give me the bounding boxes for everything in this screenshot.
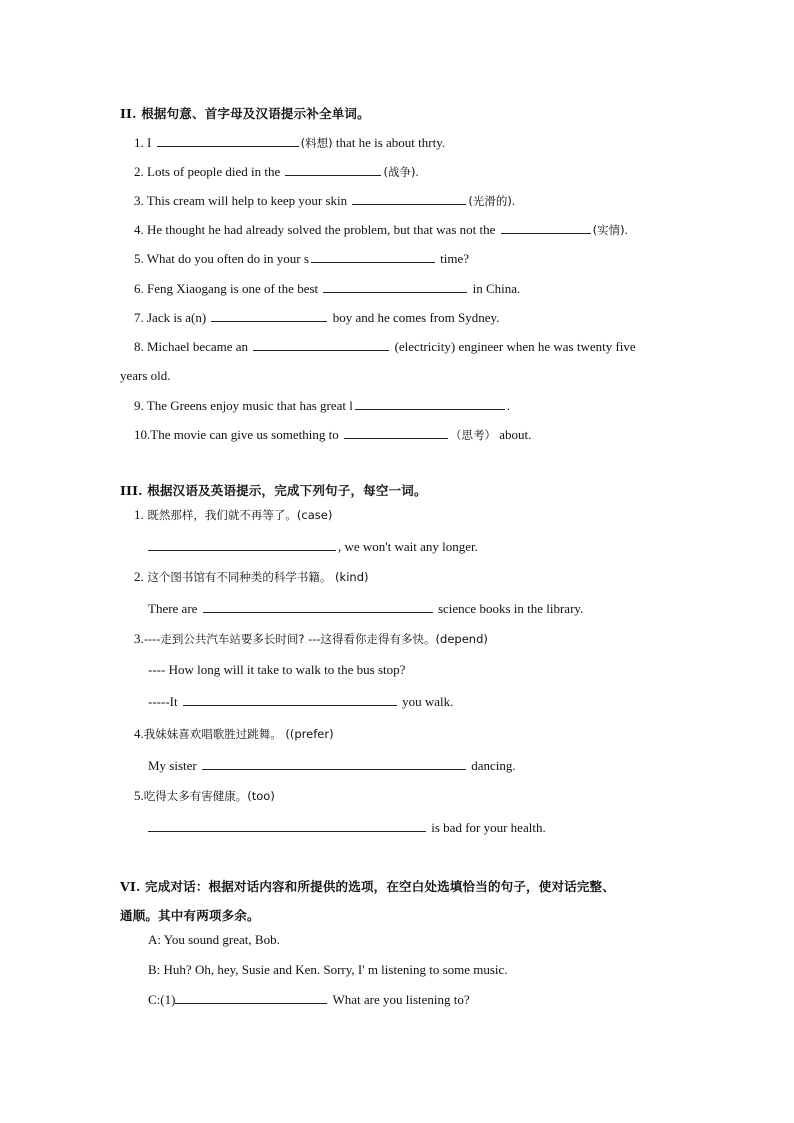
item-text: ---- How long will it take to walk to the bus stop? [148, 662, 406, 677]
item-text: What do you often do in your s [146, 251, 309, 266]
answer-blank[interactable] [202, 757, 466, 770]
s2-item-4 [134, 221, 628, 238]
item-text: , we won't wait any longer. [338, 539, 478, 554]
item-text: is bad for your health. [428, 820, 546, 835]
section-vi-heading: VI. 完成对话：根据对话内容和所提供的选项，在空白处选填恰当的句子，使对话完整、 [120, 879, 615, 894]
s3-prompt-3 [134, 631, 488, 647]
item-hint: （思考） [449, 428, 496, 442]
s3-answer-4 [148, 757, 516, 774]
item-hint: (料想) [300, 136, 333, 150]
item-text: . [624, 222, 628, 237]
s2-item-1 [134, 134, 445, 151]
dialogue-text: C:(1) [148, 992, 176, 1007]
s2-item-7 [134, 309, 499, 326]
dialogue-text: A: You sound great, Bob. [148, 932, 280, 947]
answer-blank[interactable] [344, 426, 448, 439]
item-text: that he is about thrty. [332, 135, 446, 150]
section-iii-heading: III. 根据汉语及英语提示，完成下列句子，每空一词。 [120, 483, 427, 498]
item-text: This cream will help to keep your skin [146, 193, 348, 208]
item-text: time? [436, 251, 470, 266]
item-text: My sister [148, 758, 197, 773]
s3-prompt-2 [134, 569, 368, 585]
item-number: 10. [134, 427, 151, 442]
item-number: 7. [134, 310, 144, 325]
item-prompt: 我妹妹喜欢唱歌胜过跳舞。 ((prefer) [143, 727, 334, 741]
item-number: 4. [134, 222, 144, 237]
item-text: science books in the library. [434, 601, 584, 616]
item-number: 3. [134, 631, 144, 646]
item-number: 4. [134, 726, 144, 741]
item-text: -----It [148, 694, 178, 709]
answer-blank[interactable] [148, 819, 426, 832]
answer-blank[interactable] [157, 134, 299, 147]
item-prompt: 吃得太多有害健康。(too) [143, 789, 275, 803]
section-vi-heading-cont: 通顺。其中有两项多余。 [120, 908, 260, 923]
s3-prompt-5 [134, 788, 275, 804]
answer-blank[interactable] [355, 397, 505, 410]
item-number: 1. [134, 135, 144, 150]
s3-answer-3 [148, 693, 453, 710]
item-text: There are [148, 601, 198, 616]
item-text: I [147, 135, 152, 150]
item-text: you walk. [398, 694, 454, 709]
answer-blank[interactable] [183, 693, 397, 706]
item-text: in China. [469, 281, 521, 296]
item-text: about. [495, 427, 532, 442]
item-text: . [415, 164, 419, 179]
item-text: boy and he comes from Sydney. [329, 310, 500, 325]
s2-item-6 [134, 280, 520, 297]
s3-prompt-1 [134, 507, 332, 523]
s2-item-8 [134, 338, 636, 355]
answer-blank[interactable] [203, 600, 433, 613]
answer-blank[interactable] [175, 991, 327, 1004]
dialogue-line-a [148, 932, 280, 948]
item-number: 5. [134, 788, 144, 803]
item-text: (electricity) engineer when he was twenty five [391, 339, 636, 354]
s3-answer-2 [148, 600, 583, 617]
item-text: Jack is a(n) [147, 310, 207, 325]
s2-item-9 [134, 397, 510, 414]
item-text: The movie can give us something to [150, 427, 339, 442]
item-text: Feng Xiaogang is one of the best [147, 281, 319, 296]
item-number: 2. [134, 569, 144, 584]
item-text: He thought he had already solved the problem, but that was not the [147, 222, 496, 237]
item-text: Lots of people died in the [147, 164, 281, 179]
answer-blank[interactable] [148, 538, 336, 551]
answer-blank[interactable] [311, 250, 435, 263]
item-text: . [511, 193, 516, 208]
item-prompt: ----走到公共汽车站要多长时间? ---这得看你走得有多快。(depend) [143, 632, 488, 646]
s2-item-2 [134, 163, 419, 180]
s2-item-5 [134, 250, 469, 267]
item-number: 3. [134, 193, 144, 208]
answer-blank[interactable] [211, 309, 327, 322]
answer-blank[interactable] [323, 280, 467, 293]
item-text: . [506, 398, 511, 413]
dialogue-line-c [148, 991, 470, 1008]
answer-blank[interactable] [501, 221, 591, 234]
item-hint: (光滑的) [468, 194, 512, 208]
s3-prompt-4 [134, 726, 334, 742]
item-text: The Greens enjoy music that has great l [146, 398, 353, 413]
s3-answer-5 [148, 819, 546, 836]
item-prompt: 这个图书馆有不同种类的科学书籍。 (kind) [143, 570, 369, 584]
answer-blank[interactable] [253, 338, 389, 351]
dialogue-text: What are you listening to? [329, 992, 470, 1007]
dialogue-line-b [148, 962, 508, 978]
s3-answer-1 [148, 538, 478, 555]
answer-blank[interactable] [285, 163, 381, 176]
s2-item-10 [134, 426, 531, 443]
item-number: 6. [134, 281, 144, 296]
item-text: years old. [120, 368, 171, 383]
item-prompt: 既然那样，我们就不再等了。(case) [143, 508, 333, 522]
item-number: 8. [134, 339, 144, 354]
s3-line2-3 [148, 662, 405, 678]
s2-item-8-continued [120, 368, 171, 384]
item-number: 5. [134, 251, 144, 266]
s2-item-3 [134, 192, 515, 209]
dialogue-text: B: Huh? Oh, hey, Susie and Ken. Sorry, I' m listening to some music. [148, 962, 508, 977]
item-number: 1. [134, 507, 144, 522]
answer-blank[interactable] [352, 192, 466, 205]
item-hint: (实情) [592, 223, 625, 237]
item-text: dancing. [468, 758, 516, 773]
item-text: Michael became an [147, 339, 249, 354]
item-hint: (战争) [383, 165, 416, 179]
section-ii-heading: II. 根据句意、首字母及汉语提示补全单词。 [120, 106, 370, 121]
item-number: 9. [134, 398, 144, 413]
item-number: 2. [134, 164, 144, 179]
